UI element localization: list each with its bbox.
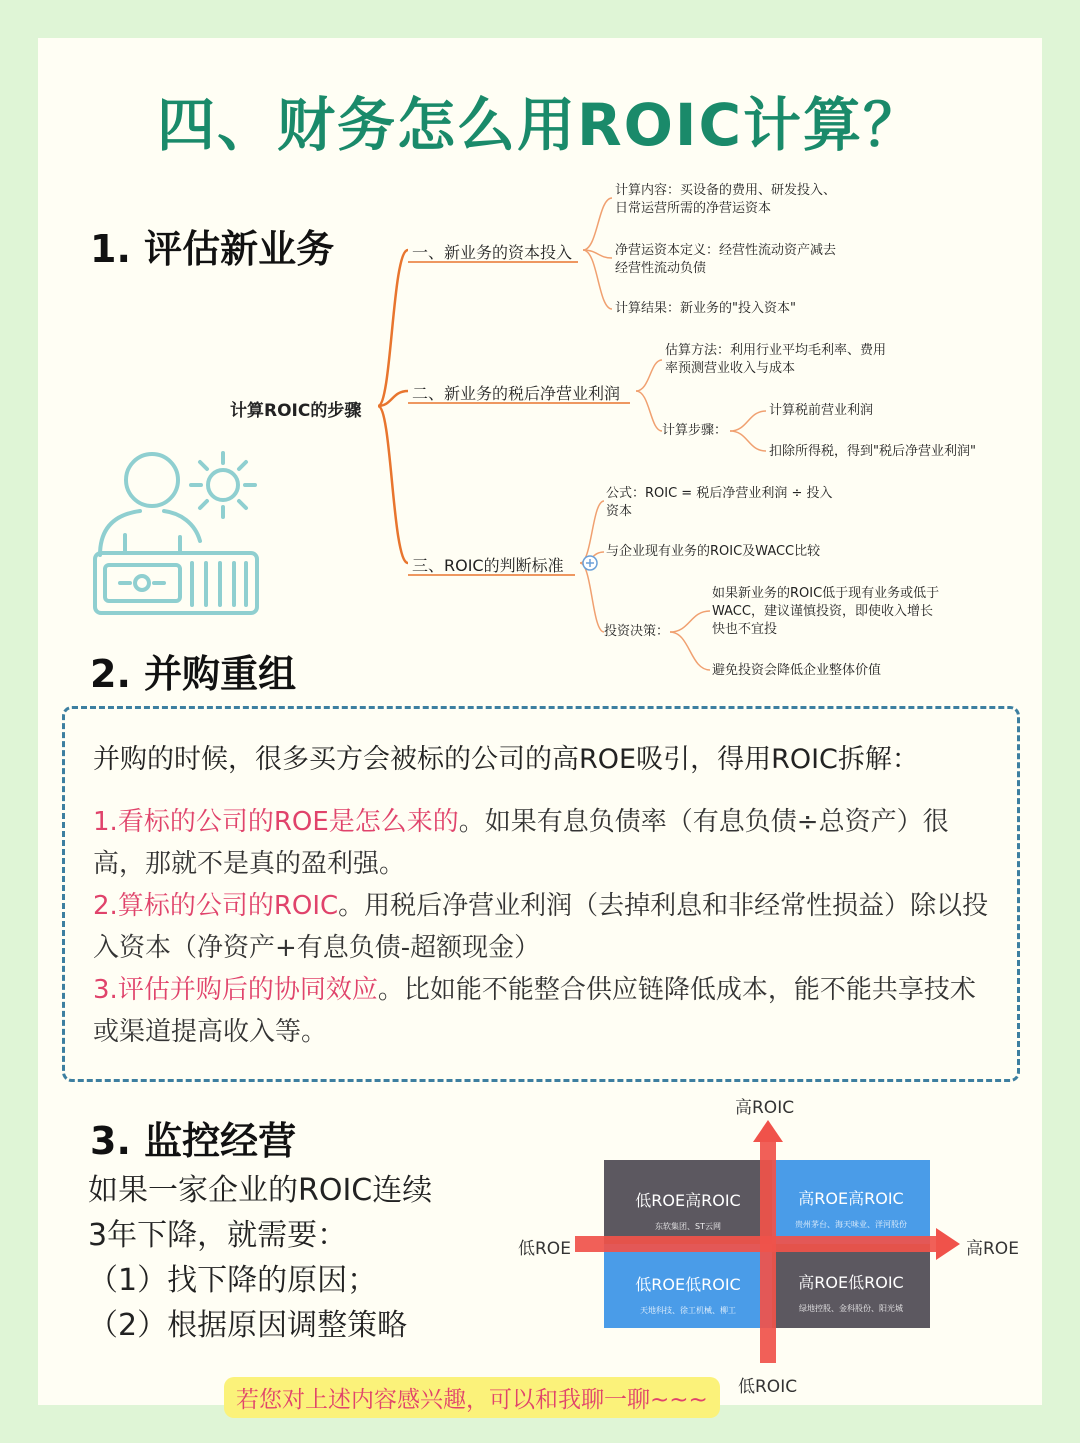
mindmap-leaf: 扣除所得税，得到"税后净营业利润" <box>769 444 976 459</box>
quadrant-bottom-right: 高ROE低ROIC 绿地控股、金科股份、阳光城 <box>772 1244 930 1328</box>
monitoring-text: 如果一家企业的ROIC连续 3年下降，就需要： （1）找下降的原因； （2）根据原因调整策略 <box>88 1173 433 1343</box>
point-number: 3. <box>93 975 118 1005</box>
mindmap-leaf: 净营运资本定义：经营性流动资产减去 经营性流动负债 <box>615 243 837 276</box>
contact-note: 若您对上述内容感兴趣，可以和我聊一聊~~~ <box>224 1377 720 1418</box>
point-number: 2. <box>93 891 118 921</box>
point-highlight: 看标的公司的ROE是怎么来的 <box>117 807 459 837</box>
mindmap-branch-3: 三、ROIC的判断标准 <box>412 556 564 575</box>
point-text: 。比如能不能整合供应链降低成本，能不能共享技术或渠道提高收入等。 <box>93 975 976 1047</box>
axis-label-left: 低ROE <box>518 1239 571 1259</box>
mindmap-leaf: 与企业现有业务的ROIC及WACC比较 <box>606 544 821 559</box>
quadrant-bottom-left: 低ROE低ROIC 天地科技、徐工机械、柳工 <box>604 1244 772 1328</box>
mindmap-leaf: 估算方法：利用行业平均毛利率、费用 率预测营业收入与成本 <box>665 343 887 376</box>
section-heading-1: 1. 评估新业务 <box>90 227 335 271</box>
point-text: 。如果有息负债率（有息负债÷总资产）很高，那就不是真的盈利强。 <box>93 807 949 879</box>
mindmap-leaf: 计算结果：新业务的"投入资本" <box>615 301 796 316</box>
mindmap-leaf: 计算税前营业利润 <box>769 403 874 418</box>
mna-intro: 并购的时候，很多买方会被标的公司的高ROE吸引，得用ROIC拆解： <box>93 744 919 775</box>
mindmap-leaf: 避免投资会降低企业整体价值 <box>712 663 882 678</box>
page-title: 四、财务怎么用ROIC计算？ <box>156 91 924 159</box>
mindmap-leaf: 公式：ROIC = 税后净营业利润 ÷ 投入 资本 <box>606 486 833 519</box>
point-number: 1. <box>93 807 118 837</box>
mindmap-branch-1: 一、新业务的资本投入 <box>412 243 573 262</box>
quadrant-axes <box>570 1118 970 1368</box>
mindmap-leaf: 投资决策： <box>604 624 670 639</box>
point-text: 。用税后净营业利润（去掉利息和非经常性损益）除以投入资本（净资产+有息负债-超额现金） <box>93 891 989 963</box>
analyst-gear-icon <box>90 445 265 620</box>
mindmap-root: 计算ROIC的步骤 <box>230 401 362 421</box>
mindmap-leaf: 如果新业务的ROIC低于现有业务或低于 WACC，建议谨慎投资，即使收入增长 快也不宜投 <box>712 586 940 637</box>
mna-points <box>93 801 998 1053</box>
section-heading-3: 3. 监控经营 <box>90 1119 297 1163</box>
point-highlight: 算标的公司的ROIC <box>117 891 339 921</box>
quadrant-top-right: 高ROE高ROIC 贵州茅台、海天味业、洋河股份 <box>772 1160 930 1244</box>
mindmap-branch-2: 二、新业务的税后净营业利润 <box>412 384 621 403</box>
mna-callout-box <box>62 706 1020 1082</box>
axis-label-top: 高ROIC <box>735 1098 795 1118</box>
axis-label-bottom: 低ROIC <box>738 1377 798 1397</box>
point-highlight: 评估并购后的协同效应 <box>117 975 378 1005</box>
mindmap-leaf: 计算步骤： <box>662 423 728 438</box>
axis-label-right: 高ROE <box>966 1239 1019 1259</box>
section-heading-2: 2. 并购重组 <box>90 652 297 696</box>
quadrant-top-left: 低ROE高ROIC 东软集团、ST云网 <box>604 1160 772 1244</box>
mindmap-leaf: 计算内容：买设备的费用、研发投入、 日常运营所需的净营运资本 <box>615 183 837 216</box>
